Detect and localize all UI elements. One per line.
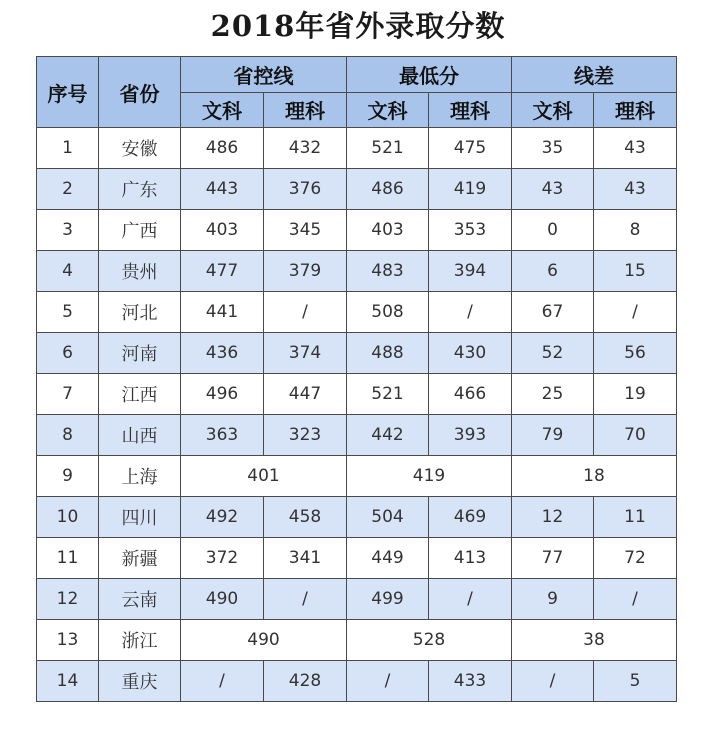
line-diff-arts-cell: 35 (512, 128, 594, 169)
header-min-arts: 文科 (347, 92, 429, 128)
row-index-cell: 8 (37, 415, 99, 456)
min-score-arts-cell: / (347, 661, 429, 702)
control-line-arts-cell: 443 (181, 169, 264, 210)
control-line-arts-cell: 477 (181, 251, 264, 292)
min-score-science-cell: 419 (429, 169, 512, 210)
table-row (37, 333, 677, 374)
control-line-arts-cell: 492 (181, 497, 264, 538)
header-control-arts: 文科 (181, 92, 264, 128)
min-score-arts-cell: 442 (347, 415, 429, 456)
table-row (37, 415, 677, 456)
control-line-arts-cell: 403 (181, 210, 264, 251)
min-score-arts-cell: 521 (347, 374, 429, 415)
row-index-cell: 10 (37, 497, 99, 538)
line-diff-arts-cell: 12 (512, 497, 594, 538)
line-diff-arts-cell: 25 (512, 374, 594, 415)
line-diff-science-cell: 11 (594, 497, 677, 538)
table-row (37, 210, 677, 251)
min-score-arts-cell: 488 (347, 333, 429, 374)
table-body (37, 128, 677, 702)
min-score-science-cell: 430 (429, 333, 512, 374)
province-cell: 广西 (99, 210, 181, 251)
province-cell: 安徽 (99, 128, 181, 169)
min-score-arts-cell: 486 (347, 169, 429, 210)
line-diff-arts-cell: 77 (512, 538, 594, 579)
line-diff-science-cell: 15 (594, 251, 677, 292)
control-line-science-cell: 379 (264, 251, 347, 292)
table-row (37, 456, 677, 497)
header-province: 省份 (99, 57, 181, 128)
min-score-arts-cell: 521 (347, 128, 429, 169)
min-score-science-cell: 413 (429, 538, 512, 579)
control-line-science-cell: 428 (264, 661, 347, 702)
control-line-science-cell: 447 (264, 374, 347, 415)
table-row (37, 169, 677, 210)
row-index-cell: 2 (37, 169, 99, 210)
row-index-cell: 3 (37, 210, 99, 251)
control-line-science-cell: 432 (264, 128, 347, 169)
control-line-arts-cell: 436 (181, 333, 264, 374)
table-row (37, 251, 677, 292)
line-diff-science-cell: 19 (594, 374, 677, 415)
control-line-science-cell: / (264, 579, 347, 620)
control-line-science-cell: / (264, 292, 347, 333)
control-line-arts-cell: 372 (181, 538, 264, 579)
table-header (37, 57, 677, 128)
header-min-score: 最低分 (347, 57, 512, 93)
min-score-arts-cell: 499 (347, 579, 429, 620)
table-row (37, 128, 677, 169)
line-diff-science-cell: 8 (594, 210, 677, 251)
control-line-arts-cell: 496 (181, 374, 264, 415)
row-index-cell: 1 (37, 128, 99, 169)
province-cell: 河北 (99, 292, 181, 333)
control-line-arts-cell: 363 (181, 415, 264, 456)
line-diff-arts-cell: 67 (512, 292, 594, 333)
line-diff-merged-cell: 18 (512, 456, 677, 497)
line-diff-science-cell: 72 (594, 538, 677, 579)
min-score-arts-cell: 449 (347, 538, 429, 579)
table-row (37, 661, 677, 702)
header-control-line: 省控线 (181, 57, 347, 93)
control-line-science-cell: 345 (264, 210, 347, 251)
control-line-arts-cell: 486 (181, 128, 264, 169)
province-cell: 贵州 (99, 251, 181, 292)
min-score-science-cell: 466 (429, 374, 512, 415)
header-min-science: 理科 (429, 92, 512, 128)
province-cell: 江西 (99, 374, 181, 415)
control-line-merged-cell: 401 (181, 456, 347, 497)
control-line-arts-cell: / (181, 661, 264, 702)
line-diff-arts-cell: 79 (512, 415, 594, 456)
row-index-cell: 7 (37, 374, 99, 415)
min-score-merged-cell: 528 (347, 620, 512, 661)
row-index-cell: 13 (37, 620, 99, 661)
province-cell: 重庆 (99, 661, 181, 702)
row-index-cell: 6 (37, 333, 99, 374)
table-row (37, 497, 677, 538)
control-line-science-cell: 458 (264, 497, 347, 538)
province-cell: 广东 (99, 169, 181, 210)
row-index-cell: 11 (37, 538, 99, 579)
control-line-arts-cell: 441 (181, 292, 264, 333)
line-diff-arts-cell: / (512, 661, 594, 702)
table-row (37, 292, 677, 333)
header-line-diff: 线差 (512, 57, 677, 93)
min-score-science-cell: 353 (429, 210, 512, 251)
control-line-science-cell: 376 (264, 169, 347, 210)
table-row (37, 538, 677, 579)
page-title: 2018年省外录取分数 (210, 9, 506, 43)
row-index-cell: 12 (37, 579, 99, 620)
province-cell: 上海 (99, 456, 181, 497)
min-score-arts-cell: 508 (347, 292, 429, 333)
min-score-science-cell: 469 (429, 497, 512, 538)
line-diff-arts-cell: 0 (512, 210, 594, 251)
min-score-science-cell: 393 (429, 415, 512, 456)
row-index-cell: 14 (37, 661, 99, 702)
header-diff-science: 理科 (594, 92, 677, 128)
province-cell: 云南 (99, 579, 181, 620)
control-line-arts-cell: 490 (181, 579, 264, 620)
min-score-science-cell: 475 (429, 128, 512, 169)
min-score-arts-cell: 483 (347, 251, 429, 292)
admission-score-table (36, 56, 677, 702)
line-diff-science-cell: / (594, 292, 677, 333)
min-score-arts-cell: 403 (347, 210, 429, 251)
row-index-cell: 5 (37, 292, 99, 333)
min-score-merged-cell: 419 (347, 456, 512, 497)
header-diff-arts: 文科 (512, 92, 594, 128)
table-row (37, 374, 677, 415)
min-score-science-cell: / (429, 292, 512, 333)
line-diff-science-cell: 70 (594, 415, 677, 456)
line-diff-science-cell: 43 (594, 128, 677, 169)
line-diff-arts-cell: 9 (512, 579, 594, 620)
row-index-cell: 4 (37, 251, 99, 292)
header-control-science: 理科 (264, 92, 347, 128)
control-line-science-cell: 323 (264, 415, 347, 456)
province-cell: 浙江 (99, 620, 181, 661)
province-cell: 山西 (99, 415, 181, 456)
line-diff-arts-cell: 52 (512, 333, 594, 374)
min-score-science-cell: / (429, 579, 512, 620)
control-line-science-cell: 374 (264, 333, 347, 374)
province-cell: 新疆 (99, 538, 181, 579)
control-line-merged-cell: 490 (181, 620, 347, 661)
header-index: 序号 (37, 57, 99, 128)
row-index-cell: 9 (37, 456, 99, 497)
line-diff-science-cell: / (594, 579, 677, 620)
min-score-science-cell: 433 (429, 661, 512, 702)
control-line-science-cell: 341 (264, 538, 347, 579)
province-cell: 河南 (99, 333, 181, 374)
line-diff-arts-cell: 6 (512, 251, 594, 292)
line-diff-science-cell: 5 (594, 661, 677, 702)
min-score-arts-cell: 504 (347, 497, 429, 538)
min-score-science-cell: 394 (429, 251, 512, 292)
line-diff-science-cell: 43 (594, 169, 677, 210)
province-cell: 四川 (99, 497, 181, 538)
table-row (37, 579, 677, 620)
line-diff-merged-cell: 38 (512, 620, 677, 661)
line-diff-arts-cell: 43 (512, 169, 594, 210)
line-diff-science-cell: 56 (594, 333, 677, 374)
table-row (37, 620, 677, 661)
